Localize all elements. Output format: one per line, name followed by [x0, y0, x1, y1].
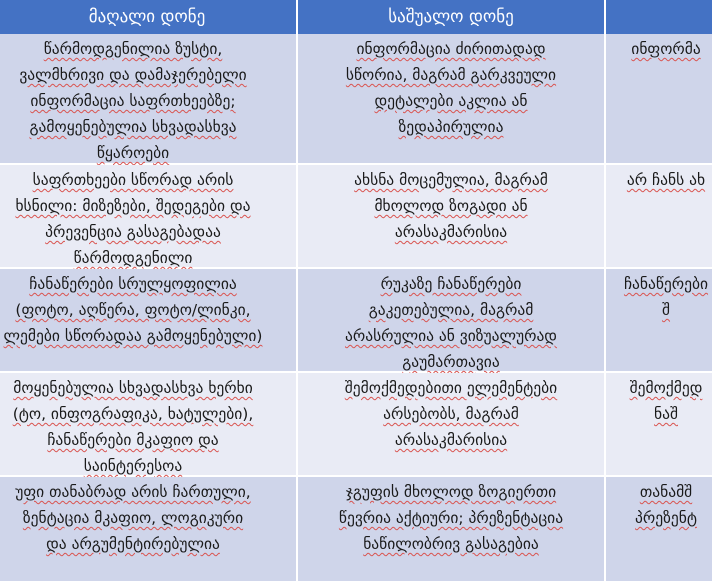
- cell-text-line: არ ჩანს ახ: [626, 171, 706, 189]
- cell-text-line: წარმოდგენილია ზუსტი,: [43, 40, 223, 58]
- low-level-cell: [606, 477, 712, 583]
- cell-text-line: ინფორმა: [631, 40, 701, 58]
- cell-text-line: სწორია, მაგრამ გარკვეული: [345, 66, 557, 84]
- cell-text-line: ლემები სწორადაა გამოყენებული): [3, 327, 263, 345]
- low-level-cell: [606, 34, 712, 165]
- low-level-cell: [606, 373, 712, 477]
- high-level-cell: [0, 165, 298, 269]
- cell-text-line: ნაწილობრივ გასაგებია: [363, 535, 539, 553]
- medium-level-cell: [298, 373, 606, 477]
- medium-level-cell: [298, 477, 606, 583]
- cell-text-line: უფი თანაბრად არის ჩართული,: [15, 483, 251, 501]
- cell-text-line: წყაროები: [96, 144, 170, 162]
- medium-level-cell: [298, 269, 606, 373]
- cell-text-line: და არგუმენტირებულია: [46, 535, 220, 553]
- cell-text-line: ჩანაწერები: [623, 275, 709, 293]
- cell-text-line: ჩანაწერები სრულყოფილია: [29, 275, 237, 293]
- cell-text-line: (ტო, ინფოგრაფიკა, ხატულები),: [12, 405, 254, 423]
- cell-text-line: შემოქმედ: [629, 379, 703, 397]
- high-level-cell: [0, 269, 298, 373]
- cell-text-line: ჯგუფის მხოლოდ ზოგიერთი: [345, 483, 557, 501]
- cell-text-line: ინფორმაცია საფრთხეებზე;: [30, 92, 236, 110]
- high-level-cell: [0, 373, 298, 477]
- cell-text-line: გაუმართავია: [402, 353, 500, 371]
- cell-text-line: ჩანაწერები მკაფიო და: [47, 431, 219, 449]
- cell-text-line: თანამშ: [639, 483, 693, 501]
- low-level-cell: [606, 165, 712, 269]
- high-level-cell: [0, 34, 298, 165]
- cell-text-line: გამოყენებულია სხვადასხვა: [29, 118, 237, 136]
- cell-text-line: საინტერესოა: [83, 457, 183, 475]
- cell-text-line: ნაშ: [654, 405, 678, 423]
- cell-text-line: დეტალები აკლია ან: [374, 92, 528, 110]
- medium-level-cell: [298, 34, 606, 165]
- high-level-cell: [0, 477, 298, 583]
- cell-text-line: პრევენცია გასაგებადაა: [45, 223, 221, 241]
- cell-text-line: შემოქმედებითი ელემენტები: [344, 379, 558, 397]
- cell-text-line: ზედაპირულია: [398, 118, 504, 136]
- cell-text-line: წარმოდგენილი: [73, 249, 193, 267]
- header-high-level: მაღალი დონე: [0, 0, 298, 34]
- cell-text-line: არსებობს, მაგრამ: [383, 405, 519, 423]
- header-low-level: [606, 0, 712, 34]
- cell-text-line: ახსნა მოცემულია, მაგრამ: [354, 171, 548, 189]
- cell-text-line: მოყენებულია სხვადასხვა ხერხი: [13, 379, 253, 397]
- cell-text-line: არასრულია ან ვიზუალურად: [344, 327, 557, 345]
- cell-text-line: ინფორმაცია ძირითადად: [356, 40, 546, 58]
- header-medium-level: საშუალო დონე: [298, 0, 606, 34]
- cell-text-line: (ფოტო, აღწერა, ფოტო/ლინკი,: [15, 301, 251, 319]
- cell-text-line: საფრთხეები სწორად არის: [32, 171, 234, 189]
- cell-text-line: არასაკმარისია: [394, 431, 508, 449]
- cell-text-line: წევრია აქტიური; პრეზენტაცია: [338, 509, 564, 527]
- cell-text-line: შ: [661, 301, 671, 319]
- cell-text-line: ვალმხრივი და დამაჯერებელი: [19, 66, 247, 84]
- cell-text-line: პრეზენტ: [635, 509, 697, 527]
- cell-text-line: ხსნილი: მიზეზები, შედეგები და: [15, 197, 251, 215]
- cell-text-line: გაკეთებულია, მაგრამ: [368, 301, 534, 319]
- cell-text-line: არასაკმარისია: [394, 223, 508, 241]
- cell-text-line: მხოლოდ ზოგადი ან: [374, 197, 528, 215]
- medium-level-cell: [298, 165, 606, 269]
- cell-text-line: ზენტაცია მკაფიო, ლოგიკური: [22, 509, 244, 527]
- cell-text-line: რუკაზე ჩანაწერები: [380, 275, 522, 293]
- low-level-cell: [606, 269, 712, 373]
